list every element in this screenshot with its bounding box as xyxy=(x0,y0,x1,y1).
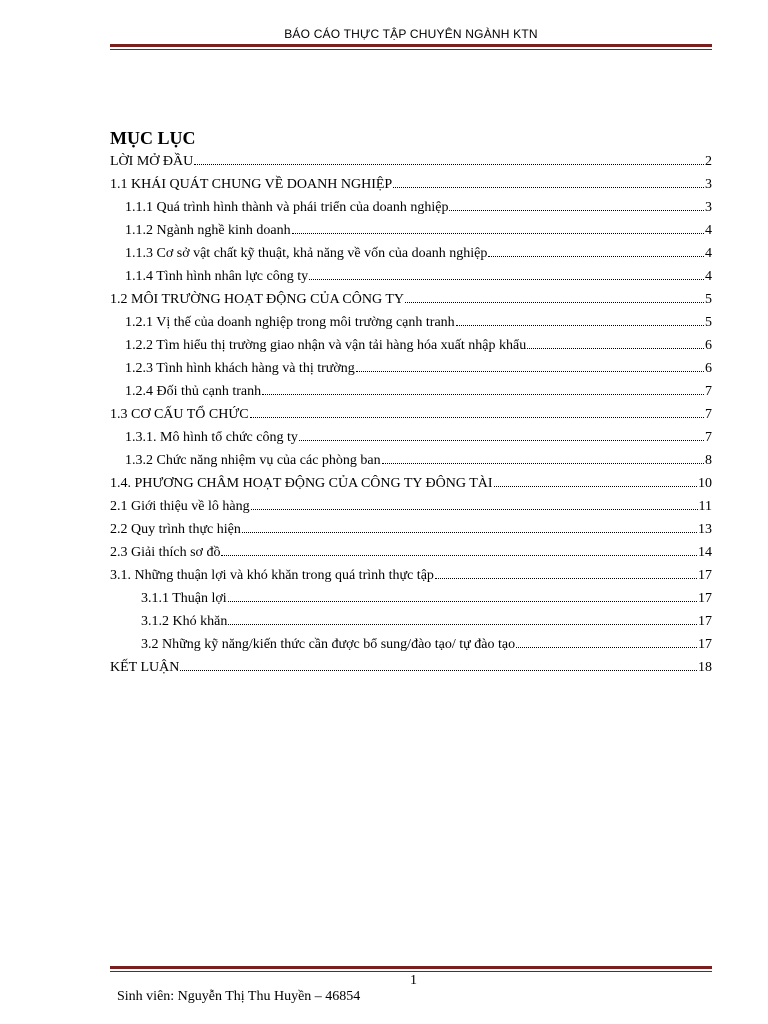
toc-entry-page: 17 xyxy=(698,591,712,606)
toc-entry-label: 1.1.2 Ngành nghề kinh doanh xyxy=(125,223,291,238)
toc-entry[interactable] xyxy=(110,242,712,265)
toc-entry-page: 4 xyxy=(705,223,712,238)
toc-entry-label: 1.2.1 Vị thế của doanh nghiệp trong môi trường cạnh tranh xyxy=(125,315,455,330)
toc-entry-label: 1.4. PHƯƠNG CHÂM HOẠT ĐỘNG CỦA CÔNG TY ĐÔNG TÀI xyxy=(110,476,493,491)
toc-title: MỤC LỤC xyxy=(110,128,196,148)
toc-entry-label: LỜI MỞ ĐẦU xyxy=(110,154,194,169)
toc-entry-label: 2.1 Giới thiệu về lô hàng xyxy=(110,499,250,514)
toc-entry-label: 1.3 CƠ CẤU TỔ CHỨC xyxy=(110,407,249,422)
toc-entry-label: 1.2.4 Đối thủ cạnh tranh xyxy=(125,384,262,399)
toc-entry-label: 1.3.1. Mô hình tổ chức công ty xyxy=(125,430,298,445)
toc-entry[interactable] xyxy=(110,150,712,173)
toc-entry-page: 10 xyxy=(698,476,712,491)
running-header: BÁO CÁO THỰC TẬP CHUYÊN NGÀNH KTN xyxy=(284,27,538,41)
toc-leader-dots xyxy=(405,289,704,303)
toc-entry-page: 8 xyxy=(705,453,712,468)
toc-entry-page: 3 xyxy=(705,177,712,192)
toc-entry[interactable] xyxy=(110,403,712,426)
toc-entry-page: 6 xyxy=(705,338,712,353)
toc-entry-page: 2 xyxy=(705,154,712,169)
toc-entry-page: 17 xyxy=(698,637,712,652)
toc-entry[interactable] xyxy=(110,426,712,449)
toc-entry[interactable] xyxy=(110,265,712,288)
toc-entry-label: 1.3.2 Chức năng nhiệm vụ của các phòng ban xyxy=(125,453,381,468)
toc-entry-page: 4 xyxy=(705,246,712,261)
toc-entry[interactable] xyxy=(110,219,712,242)
toc-entry-label: 1.1.3 Cơ sở vật chất kỹ thuật, khả năng về vốn của doanh nghiệp xyxy=(125,246,488,261)
toc-leader-dots xyxy=(180,657,697,671)
toc-leader-dots xyxy=(488,243,704,257)
footer-student: Sinh viên: Nguyễn Thị Thu Huyền – 46854 xyxy=(117,989,361,1004)
toc-entry-page: 17 xyxy=(698,568,712,583)
toc-entry[interactable] xyxy=(110,472,712,495)
toc-entry[interactable] xyxy=(110,380,712,403)
toc-entry-page: 4 xyxy=(705,269,712,284)
toc-entry-page: 11 xyxy=(698,499,712,514)
toc-entry-label: KẾT LUẬN xyxy=(110,660,180,675)
toc-entry[interactable] xyxy=(110,495,712,518)
toc-leader-dots xyxy=(250,404,704,418)
toc-entry-label: 2.3 Giải thích sơ đồ xyxy=(110,545,221,560)
toc-leader-dots xyxy=(435,565,697,579)
toc-leader-dots xyxy=(242,519,697,533)
toc-entry-page: 14 xyxy=(698,545,712,560)
toc-entry-label: 3.1.2 Khó khăn xyxy=(141,614,228,629)
header-rule xyxy=(110,44,712,50)
toc-entry[interactable] xyxy=(110,610,712,633)
toc-entry-label: 1.2.3 Tình hình khách hàng và thị trường xyxy=(125,361,355,376)
toc-leader-dots xyxy=(251,496,698,510)
toc-leader-dots xyxy=(356,358,704,372)
toc-leader-dots xyxy=(228,611,697,625)
toc-leader-dots xyxy=(262,381,704,395)
toc-leader-dots xyxy=(299,427,704,441)
footer xyxy=(110,973,417,1021)
toc-entry[interactable] xyxy=(110,196,712,219)
toc-entry-page: 7 xyxy=(705,407,712,422)
toc-entry-label: 1.1 KHÁI QUÁT CHUNG VỀ DOANH NGHIỆP xyxy=(110,177,393,192)
toc-entry-label: 1.2 MÔI TRƯỜNG HOẠT ĐỘNG CỦA CÔNG TY xyxy=(110,292,404,307)
table-of-contents xyxy=(110,150,712,679)
toc-entry[interactable] xyxy=(110,587,712,610)
footer-rule xyxy=(110,966,712,972)
toc-entry[interactable] xyxy=(110,334,712,357)
toc-entry-page: 13 xyxy=(698,522,712,537)
toc-entry-label: 1.1.1 Quá trình hình thành và phái triển của doanh nghiệp xyxy=(125,200,449,215)
toc-entry-label: 2.2 Quy trình thực hiện xyxy=(110,522,241,537)
toc-entry[interactable] xyxy=(110,518,712,541)
toc-leader-dots xyxy=(494,473,697,487)
toc-leader-dots xyxy=(194,151,704,165)
toc-entry[interactable] xyxy=(110,173,712,196)
toc-entry[interactable] xyxy=(110,633,712,656)
toc-leader-dots xyxy=(228,588,697,602)
toc-entry[interactable] xyxy=(110,656,712,679)
toc-entry-page: 6 xyxy=(705,361,712,376)
toc-entry-label: 3.2 Những kỹ năng/kiến thức cần được bổ sung/đào tạo/ tự đào tạo xyxy=(141,637,516,652)
toc-entry-label: 1.1.4 Tình hình nhân lực công ty xyxy=(125,269,309,284)
toc-entry-label: 3.1.1 Thuận lợi xyxy=(141,591,227,606)
toc-entry-page: 7 xyxy=(705,430,712,445)
toc-entry-label: 1.2.2 Tìm hiểu thị trường giao nhận và vận tải hàng hóa xuất nhập khẩu xyxy=(125,338,527,353)
toc-leader-dots xyxy=(449,197,704,211)
toc-entry-page: 5 xyxy=(705,315,712,330)
toc-entry[interactable] xyxy=(110,449,712,472)
toc-leader-dots xyxy=(516,634,697,648)
toc-entry[interactable] xyxy=(110,564,712,587)
toc-leader-dots xyxy=(221,542,697,556)
footer-page-number: 1 xyxy=(410,973,417,988)
toc-leader-dots xyxy=(292,220,704,234)
toc-entry-page: 18 xyxy=(698,660,712,675)
toc-entry-page: 7 xyxy=(705,384,712,399)
toc-entry[interactable] xyxy=(110,288,712,311)
toc-entry-page: 5 xyxy=(705,292,712,307)
toc-leader-dots xyxy=(456,312,704,326)
toc-leader-dots xyxy=(309,266,704,280)
toc-leader-dots xyxy=(527,335,704,349)
toc-entry-label: 3.1. Những thuận lợi và khó khăn trong quá trình thực tập xyxy=(110,568,434,583)
toc-entry[interactable] xyxy=(110,311,712,334)
toc-entry-page: 3 xyxy=(705,200,712,215)
toc-entry[interactable] xyxy=(110,541,712,564)
toc-leader-dots xyxy=(393,174,704,188)
toc-leader-dots xyxy=(382,450,704,464)
toc-entry-page: 17 xyxy=(698,614,712,629)
toc-entry[interactable] xyxy=(110,357,712,380)
